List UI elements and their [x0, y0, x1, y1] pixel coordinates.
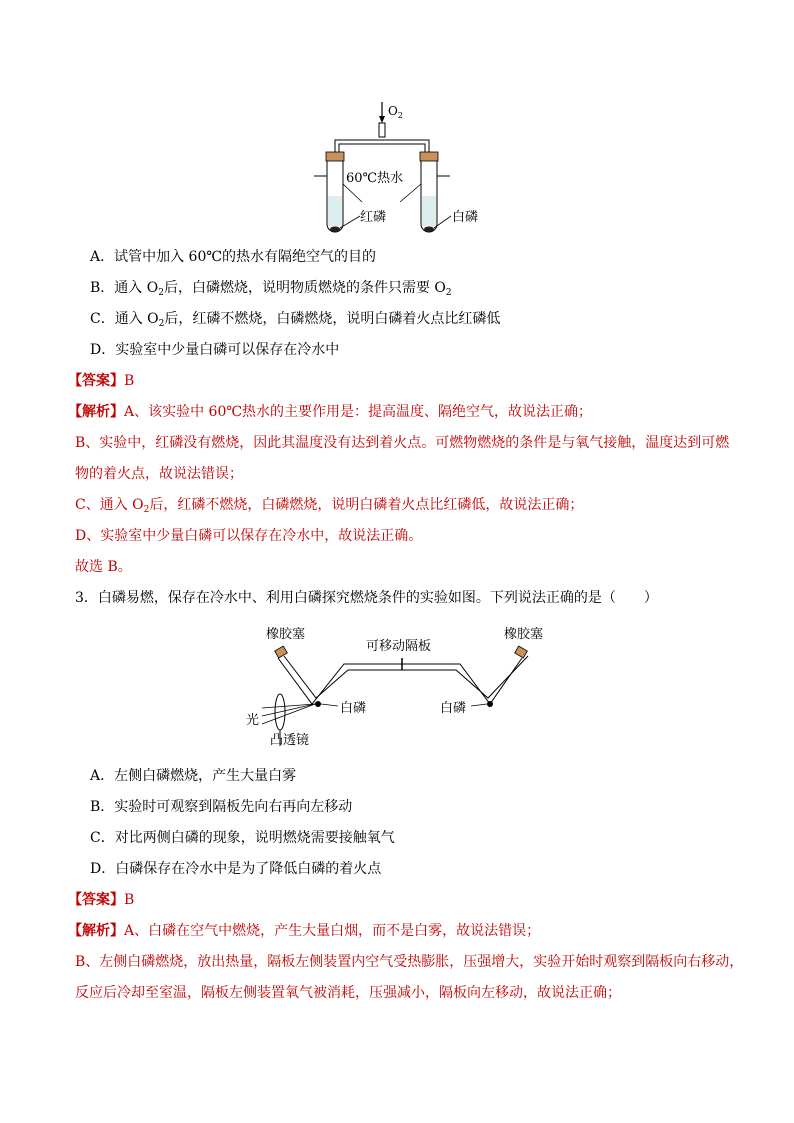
q2-analysis-line-4: C、通入 $O_2$后，红磷不燃烧，白磷燃烧，说明白磷着火点比红磷低，故说法正确； — [75, 497, 584, 515]
q3-option-d: D．白磷保存在冷水中是为了降低白磷的着火点 — [90, 861, 382, 877]
q2-analysis-line-6: 故选 B。 — [75, 559, 132, 575]
red-phosphorus-label: 红磷 — [360, 210, 387, 225]
q2-option-d: D．实验室中少量白磷可以保存在冷水中 — [90, 342, 340, 358]
q3-option-c: C．对比两侧白磷的现象，说明燃烧需要接触氧气 — [90, 830, 395, 846]
q3-option-a: A．左侧白磷燃烧，产生大量白雾 — [90, 768, 297, 784]
q2-analysis-line-1: 【解析】A、该实验中 60℃热水的主要作用是：提高温度、隔绝空气，故说法正确； — [68, 404, 593, 420]
white-phosphorus-label: 白磷 — [452, 210, 479, 225]
q2-answer: 【答案】B — [68, 373, 135, 389]
o2-label: $O_2$ — [388, 104, 403, 120]
q3-stem: 3．白磷易燃，保存在冷水中、利用白磷探究燃烧条件的实验如图。下列说法正确的是（ ） — [75, 590, 658, 606]
q3-analysis-line-2: B、左侧白磷燃烧，放出热量，隔板左侧装置内空气受热膨胀，压强增大，实验开始时观察到隔板向右移动， — [75, 954, 744, 970]
stopper-left-label: 橡胶塞 — [266, 627, 306, 642]
q2-option-a: A．试管中加入 60℃的热水有隔绝空气的目的 — [90, 249, 377, 265]
q3-analysis-line-3: 反应后冷却至室温，隔板左侧装置氧气被消耗，压强减小，隔板向左移动，故说法正确； — [75, 985, 621, 1001]
q3-answer: 【答案】B — [68, 892, 135, 908]
q2-analysis-line-2: B、实验中，红磷没有燃烧，因此其温度没有达到着火点。可燃物燃烧的条件是与氧气接触，温度达到可燃 — [75, 435, 730, 451]
light-label: 光 — [246, 713, 260, 728]
combustion-tube-figure — [308, 96, 498, 244]
q3-option-b: B．实验时可观察到隔板先向右再向左移动 — [90, 799, 353, 815]
q2-analysis-line-5: D、实验室中少量白磷可以保存在冷水中，故说法正确。 — [75, 528, 423, 544]
lens-label: 凸透镜 — [270, 733, 310, 748]
water-label: 60℃热水 — [346, 171, 404, 186]
partition-label: 可移动隔板 — [366, 639, 432, 654]
q3-analysis-line-1: 【解析】A、白磷在空气中燃烧，产生大量白烟，而不是白雾，故说法错误； — [68, 923, 541, 939]
q2-analysis-line-3: 物的着火点，故说法错误； — [75, 466, 243, 482]
q2-option-c: C．通入 $O_2$后，红磷不燃烧，白磷燃烧，说明白磷着火点比红磷低 — [90, 311, 501, 329]
partition-tube-figure — [240, 620, 560, 748]
white-phosphorus-left-label: 白磷 — [340, 701, 367, 716]
q2-option-b: B．通入 $O_2$后，白磷燃烧，说明物质燃烧的条件只需要 $O_2$ — [90, 280, 452, 298]
white-phosphorus-right-label: 白磷 — [440, 701, 467, 716]
stopper-right-label: 橡胶塞 — [504, 627, 544, 642]
